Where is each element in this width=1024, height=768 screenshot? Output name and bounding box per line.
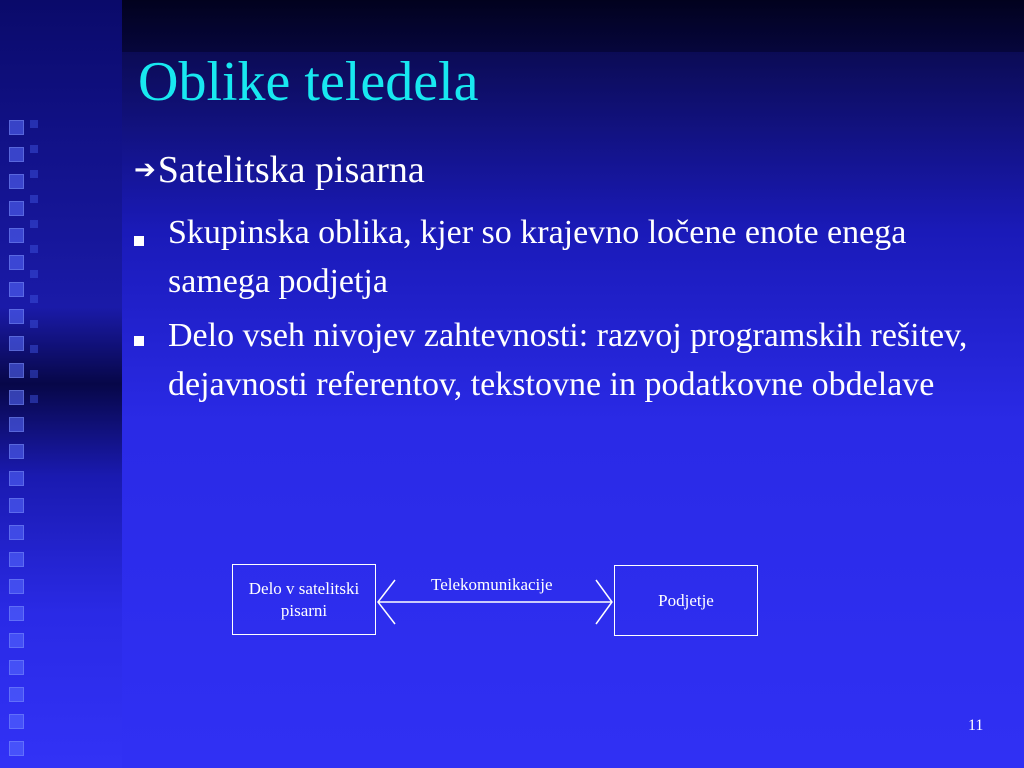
right-arrow-icon: ➔ <box>134 155 156 185</box>
bullet-text-2: Delo vseh nivojev zahtevnosti: razvoj programskih rešitev, dejavnosti referentov, tekstovne in podatkovne obdelave <box>168 317 968 403</box>
slide-title: Oblike teledela <box>138 51 479 113</box>
company-label: Podjetje <box>658 590 714 610</box>
bullet-text-1: Skupinska oblika, kjer so krajevno ločene enote enega samega podjetja <box>168 214 907 300</box>
heading-text: Satelitska pisarna <box>157 149 425 191</box>
page-number: 11 <box>968 717 984 734</box>
telecom-label: Telekomunikacije <box>431 575 553 594</box>
satellite-office-label: Delo v satelitski pisarni <box>248 578 360 620</box>
